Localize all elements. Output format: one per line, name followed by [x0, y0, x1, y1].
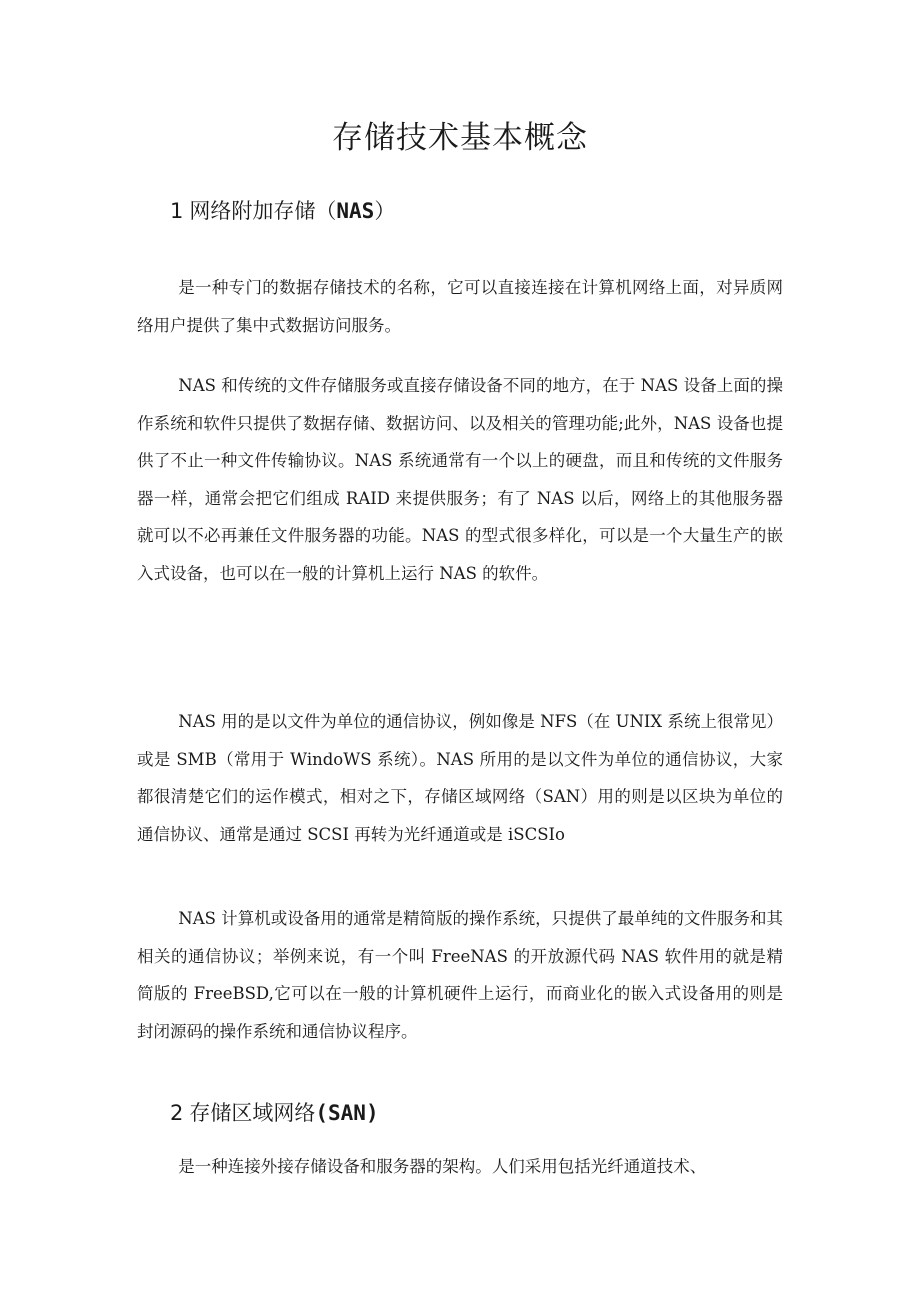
section-heading-san: [170, 1098, 379, 1128]
paragraph-nas-protocols: NAS 用的是以文件为单位的通信协议，例如像是 NFS（在 UNIX 系统上很常见）或是 SMB（常用于 WindoWS 系统）。NAS 所用的是以文件为单位的通信协议，大家都很清楚它们的运作模式，相对之下，存储区域网络（SAN）用的则是以区块为单位的通信协议、通常是通过 SCSI 再转为光纤通道或是 iSCSIo: [137, 712, 783, 844]
section-heading-close: ）: [374, 199, 396, 223]
section-heading-abbr: (SAN): [315, 1101, 379, 1125]
paragraph-nas-difference: NAS 和传统的文件存储服务或直接存储设备不同的地方，在于 NAS 设备上面的操作系统和软件只提供了数据存储、数据访问、以及相关的管理功能;此外，NAS 设备也提供了不止一种文件传输协议。NAS 系统通常有一个以上的硬盘，而且和传统的文件服务器一样，通常会把它们组成 RAID 来提供服务；有了 NAS 以后，网络上的其他服务器就可以不必再兼任文件服务器的功能。NAS 的型式很多样化，可以是一个大量生产的嵌入式设备，也可以在一般的计算机上运行 NAS 的软件。: [137, 376, 783, 583]
section-number: 2: [170, 1101, 184, 1125]
paragraph-san-definition: 是一种连接外接存储设备和服务器的架构。人们采用包括光纤通道技术、: [178, 1157, 707, 1176]
section-number: 1: [170, 199, 184, 223]
section-heading-abbr: NAS: [336, 199, 375, 223]
section-heading-text: 存储区域网络: [189, 1101, 316, 1125]
section-heading-nas: [170, 196, 395, 226]
section-heading-text: 网络附加存储（: [189, 199, 337, 223]
page-title: 存储技术基本概念: [332, 120, 588, 156]
paragraph-nas-os: NAS 计算机或设备用的通常是精简版的操作系统，只提供了最单纯的文件服务和其相关的通信协议；举例来说，有一个叫 FreeNAS 的开放源代码 NAS 软件用的就是精简版的 FreeBSD,它可以在一般的计算机硬件上运行，而商业化的嵌入式设备用的则是封闭源码的操作系统和通信协议程序。: [137, 909, 783, 1041]
paragraph-nas-definition: 是一种专门的数据存储技术的名称，它可以直接连接在计算机网络上面，对异质网络用户提供了集中式数据访问服务。: [137, 278, 783, 335]
